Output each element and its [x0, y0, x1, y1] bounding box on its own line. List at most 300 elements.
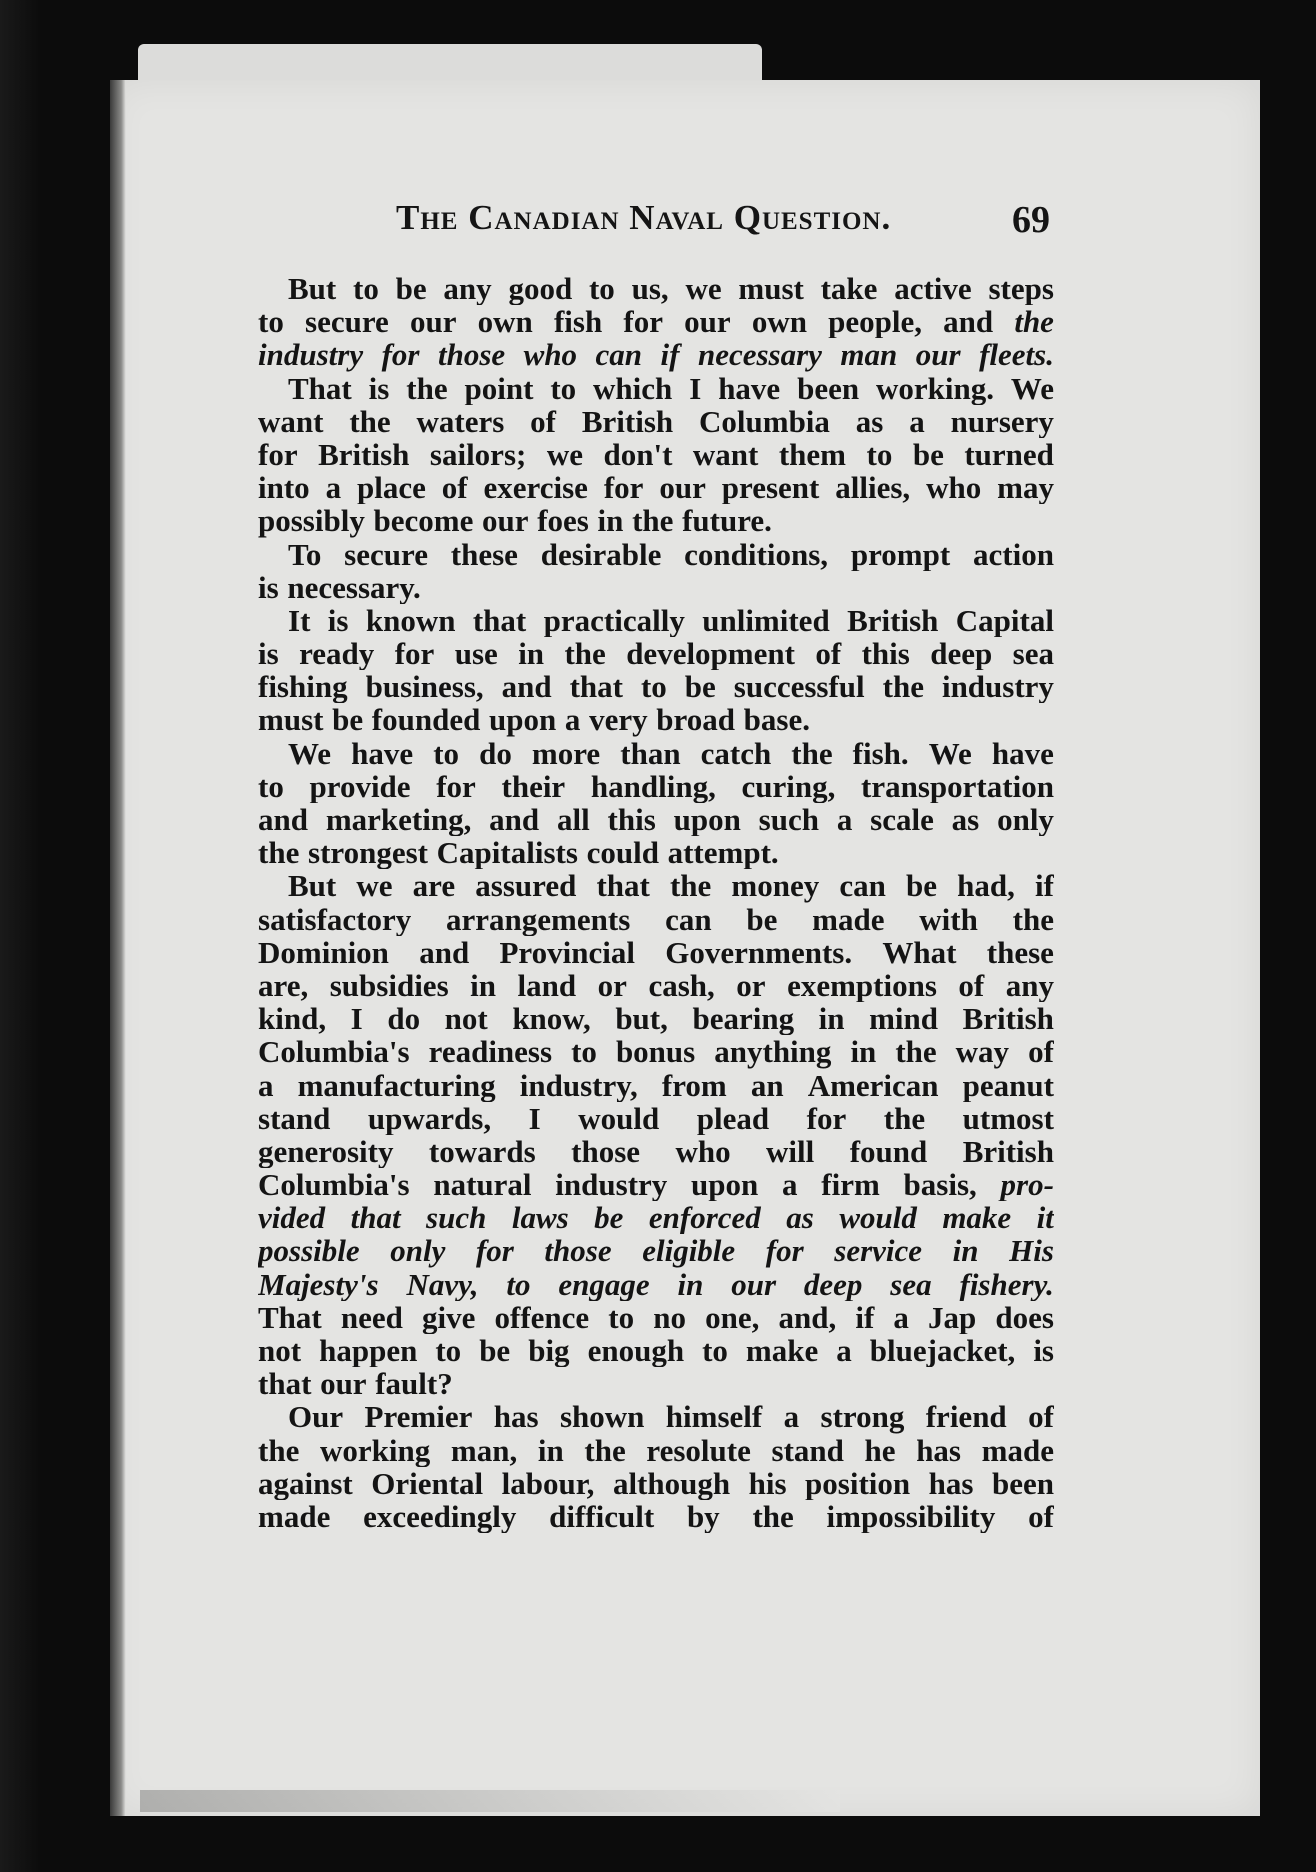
- word: than: [620, 736, 681, 770]
- text-line: [258, 438, 1054, 471]
- word: as: [855, 404, 884, 438]
- word: Oriental: [371, 1466, 484, 1500]
- word: would: [839, 1201, 917, 1235]
- word: good: [508, 272, 573, 306]
- word: these: [986, 935, 1054, 969]
- text-line: [258, 1367, 1054, 1400]
- word: future.: [682, 504, 772, 538]
- word: which: [593, 371, 673, 405]
- word: us,: [631, 272, 669, 306]
- word: business,: [365, 670, 484, 704]
- word: we: [356, 869, 393, 903]
- text-line: [258, 1467, 1054, 1500]
- word: a: [836, 1334, 852, 1368]
- word: need: [340, 1300, 403, 1334]
- text-line: [258, 471, 1054, 504]
- word: I: [689, 371, 702, 405]
- word: mind: [869, 1002, 939, 1036]
- word: such: [426, 1201, 487, 1235]
- word: or: [736, 968, 766, 1003]
- word: readiness: [428, 1035, 553, 1069]
- word: them: [778, 437, 847, 472]
- word: that: [472, 603, 527, 638]
- word: What: [882, 935, 957, 969]
- word: active: [894, 272, 972, 306]
- word: or: [597, 968, 627, 1003]
- word: in: [470, 968, 497, 1003]
- text-line: [258, 538, 1054, 571]
- word: those: [571, 1134, 641, 1169]
- word: are,: [258, 968, 309, 1003]
- word: assured: [475, 869, 577, 903]
- scan-background: [0, 0, 40, 1872]
- word: if: [1034, 869, 1054, 903]
- word: had,: [957, 869, 1015, 903]
- word: own: [751, 305, 807, 339]
- word: possible: [258, 1234, 360, 1268]
- word: handling,: [590, 769, 716, 803]
- word: the: [669, 869, 712, 903]
- word: basis,: [903, 1168, 977, 1202]
- word: our: [731, 1267, 777, 1301]
- word: is: [258, 570, 279, 604]
- word: the: [1014, 305, 1054, 339]
- word: curing,: [741, 769, 836, 803]
- word: industry: [555, 1168, 668, 1202]
- word: does: [995, 1300, 1054, 1334]
- word: difficult: [549, 1499, 655, 1534]
- word: Governments.: [665, 935, 853, 969]
- text-line: [258, 1201, 1054, 1234]
- word: His: [1009, 1234, 1054, 1268]
- word: our: [684, 305, 731, 339]
- word: the: [406, 371, 448, 405]
- body-text: [258, 272, 1054, 1533]
- word: man,: [450, 1433, 518, 1467]
- word: laws: [511, 1201, 569, 1235]
- word: be: [906, 869, 937, 903]
- word: do: [387, 1002, 421, 1036]
- word: Provincial: [499, 935, 635, 969]
- page-binding-edge: [110, 80, 126, 1816]
- word: of: [815, 637, 842, 671]
- word: not: [444, 1002, 488, 1036]
- word: it: [1036, 1201, 1054, 1235]
- word: for: [603, 471, 644, 505]
- word: no: [653, 1300, 686, 1334]
- word: the: [258, 836, 300, 870]
- word: want: [692, 437, 759, 472]
- word: we: [685, 272, 722, 306]
- word: to: [866, 437, 893, 472]
- text-line: [258, 770, 1054, 803]
- text-line: [258, 803, 1054, 836]
- word: for: [436, 769, 476, 803]
- word: Our: [288, 1400, 344, 1434]
- word: be: [684, 670, 716, 704]
- word: bonus: [615, 1035, 696, 1069]
- word: this: [861, 637, 910, 671]
- word: has: [493, 1400, 539, 1434]
- word: of: [441, 471, 468, 505]
- word: for: [623, 305, 663, 339]
- word: for: [381, 338, 420, 372]
- word: one,: [705, 1300, 760, 1334]
- word: marketing,: [325, 803, 472, 837]
- word: Capital: [955, 603, 1054, 638]
- word: and: [258, 803, 308, 837]
- word: peanut: [962, 1068, 1054, 1102]
- word: make: [942, 1201, 1012, 1235]
- word: may: [997, 471, 1054, 505]
- word: foes: [537, 504, 589, 538]
- word: money: [731, 869, 820, 903]
- word: we: [546, 437, 583, 472]
- word: impossibility: [826, 1499, 996, 1534]
- word: British: [847, 603, 939, 638]
- word: happen: [319, 1334, 418, 1368]
- word: engage: [558, 1267, 650, 1301]
- word: Premier: [364, 1400, 473, 1434]
- word: the: [584, 1433, 626, 1467]
- text-line: [258, 1102, 1054, 1135]
- word: although: [612, 1466, 731, 1500]
- word: towards: [428, 1134, 536, 1169]
- word: has: [916, 1433, 961, 1467]
- word: stand: [258, 1101, 331, 1135]
- word: own: [477, 305, 533, 339]
- word: is: [368, 371, 390, 405]
- word: upwards,: [367, 1101, 492, 1135]
- word: Columbia's: [258, 1035, 410, 1069]
- word: can: [839, 869, 886, 903]
- word: Jap: [928, 1300, 977, 1334]
- word: could: [586, 836, 659, 870]
- word: present: [721, 471, 820, 505]
- word: We: [928, 736, 972, 770]
- word: point: [464, 371, 534, 405]
- word: man: [840, 338, 898, 372]
- word: the: [895, 1035, 937, 1069]
- word: he: [864, 1433, 896, 1467]
- word: founded: [371, 703, 481, 737]
- word: Navy,: [406, 1267, 479, 1301]
- word: for: [258, 437, 298, 472]
- word: our: [482, 504, 529, 538]
- word: working.: [876, 371, 994, 405]
- word: upon: [489, 703, 557, 737]
- word: British: [581, 404, 674, 438]
- word: are: [412, 869, 456, 903]
- text-line: [258, 869, 1054, 902]
- text-line: [258, 1500, 1054, 1533]
- text-line: [258, 1334, 1054, 1367]
- word: want: [258, 404, 324, 438]
- word: any: [443, 272, 492, 306]
- word: allies,: [835, 471, 911, 505]
- text-line: [258, 1434, 1054, 1467]
- word: in: [677, 1267, 704, 1301]
- word: but,: [615, 1002, 668, 1036]
- word: exemptions: [787, 968, 937, 1003]
- word: But: [288, 272, 337, 306]
- text-line: [258, 1268, 1054, 1301]
- word: in: [537, 1433, 564, 1467]
- word: possibly: [258, 504, 365, 538]
- word: bearing: [692, 1002, 795, 1036]
- word: our: [915, 338, 961, 372]
- word: that: [350, 1201, 401, 1235]
- word: his: [748, 1466, 787, 1500]
- text-line: [258, 604, 1054, 637]
- word: found: [849, 1134, 928, 1169]
- word: ready: [299, 637, 375, 671]
- word: for: [394, 637, 435, 671]
- word: the: [791, 736, 833, 770]
- word: To: [288, 537, 322, 571]
- word: Majesty's: [258, 1267, 379, 1301]
- text-line: [258, 405, 1054, 438]
- word: stand: [771, 1433, 844, 1467]
- running-title: The Canadian Naval Question.: [396, 198, 892, 237]
- word: a: [325, 471, 342, 505]
- word: natural: [433, 1168, 532, 1202]
- word: a: [258, 1068, 274, 1102]
- word: made: [981, 1433, 1054, 1467]
- text-line: [258, 836, 1054, 869]
- word: industry,: [519, 1068, 638, 1102]
- page-header: [258, 198, 1054, 248]
- word: turned: [964, 437, 1054, 472]
- word: known: [365, 603, 456, 638]
- page-number: 69: [1012, 199, 1050, 241]
- word: been: [797, 371, 860, 405]
- word: generosity: [258, 1134, 394, 1169]
- word: to: [640, 670, 667, 704]
- word: secure: [305, 305, 389, 339]
- word: British: [962, 1002, 1054, 1036]
- word: eligible: [642, 1234, 736, 1268]
- word: more: [531, 736, 601, 770]
- word: any: [1005, 968, 1054, 1003]
- word: fleets.: [979, 338, 1054, 372]
- text-line: [258, 703, 1054, 736]
- word: land: [517, 968, 577, 1003]
- word: secure: [344, 537, 428, 571]
- word: that: [569, 670, 623, 704]
- word: those: [437, 338, 506, 372]
- word: who: [675, 1134, 731, 1169]
- word: who: [523, 338, 578, 372]
- word: who: [926, 471, 982, 505]
- word: such: [758, 803, 819, 837]
- word: utmost: [962, 1101, 1054, 1135]
- word: and: [489, 803, 540, 837]
- word: British: [962, 1134, 1054, 1169]
- text-line: [258, 1301, 1054, 1334]
- word: would: [578, 1101, 660, 1135]
- word: been: [991, 1466, 1054, 1500]
- word: in: [518, 637, 545, 671]
- word: desirable: [540, 537, 662, 571]
- word: and,: [778, 1300, 837, 1334]
- word: sea: [1012, 637, 1054, 671]
- word: necessary: [697, 338, 822, 372]
- word: himself: [665, 1400, 763, 1434]
- word: to: [258, 305, 284, 339]
- word: be: [912, 437, 944, 472]
- word: to: [588, 272, 615, 306]
- word: plead: [696, 1101, 770, 1135]
- word: to: [433, 736, 460, 770]
- word: to: [258, 769, 284, 803]
- word: But: [288, 869, 337, 903]
- word: American: [807, 1068, 939, 1102]
- word: a: [893, 1300, 909, 1334]
- word: place: [357, 471, 426, 505]
- word: for: [765, 1234, 804, 1268]
- word: for: [806, 1101, 847, 1135]
- word: catch: [700, 736, 772, 770]
- word: attempt.: [667, 836, 779, 870]
- word: pro-: [1000, 1168, 1054, 1202]
- word: has: [928, 1466, 974, 1500]
- word: the: [752, 1499, 794, 1534]
- text-line: [258, 1234, 1054, 1267]
- word: that: [596, 869, 650, 903]
- word: fishery.: [959, 1267, 1054, 1301]
- text-line: [258, 1002, 1054, 1035]
- word: made: [258, 1499, 331, 1534]
- text-line: [258, 936, 1054, 969]
- scan-smudge: [140, 1790, 840, 1812]
- text-line: [258, 1035, 1054, 1068]
- word: to: [608, 1300, 635, 1334]
- word: development: [626, 637, 795, 671]
- word: know,: [512, 1002, 591, 1036]
- word: successful: [733, 670, 865, 704]
- word: arrangements: [446, 902, 631, 936]
- word: broad: [656, 703, 735, 737]
- word: to: [435, 1334, 462, 1368]
- word: is: [258, 637, 279, 671]
- word: nursery: [950, 404, 1054, 438]
- word: by: [686, 1499, 720, 1534]
- text-line: [258, 1069, 1054, 1102]
- word: the: [882, 670, 924, 704]
- word: all: [556, 803, 590, 837]
- word: use: [454, 637, 498, 671]
- word: steps: [988, 272, 1054, 306]
- word: manufacturing: [297, 1068, 496, 1102]
- word: way: [955, 1035, 1010, 1069]
- word: the: [564, 637, 606, 671]
- word: That: [288, 371, 352, 405]
- word: from: [661, 1068, 727, 1102]
- word: provide: [309, 769, 411, 803]
- word: service: [834, 1234, 923, 1268]
- word: the: [258, 1433, 300, 1467]
- word: our: [659, 471, 706, 505]
- word: friend: [925, 1400, 1007, 1434]
- word: be: [746, 902, 778, 936]
- word: make: [745, 1334, 819, 1368]
- word: a: [782, 1168, 798, 1202]
- word: to: [353, 272, 379, 306]
- word: the: [632, 504, 674, 538]
- word: if: [660, 338, 680, 372]
- word: the: [349, 404, 391, 438]
- word: offence: [494, 1300, 590, 1334]
- text-line: [258, 1400, 1054, 1433]
- word: action: [973, 537, 1054, 571]
- word: industry: [941, 670, 1054, 704]
- word: firm: [821, 1168, 880, 1202]
- word: base.: [743, 703, 810, 737]
- word: position: [805, 1466, 911, 1500]
- word: of: [530, 404, 556, 438]
- word: practically: [543, 603, 685, 638]
- text-line: [258, 969, 1054, 1002]
- word: into: [258, 471, 310, 505]
- word: against: [258, 1466, 353, 1500]
- word: take: [820, 272, 878, 306]
- word: subsidies: [329, 968, 449, 1003]
- word: prompt: [850, 537, 951, 571]
- word: Capitalists: [436, 836, 578, 870]
- word: in: [818, 1002, 845, 1036]
- word: only: [390, 1234, 446, 1268]
- word: those: [544, 1234, 612, 1268]
- word: our: [320, 1367, 367, 1401]
- word: It: [288, 603, 311, 638]
- word: as: [786, 1201, 814, 1235]
- word: enough: [587, 1334, 685, 1368]
- word: a: [783, 1400, 800, 1434]
- word: transportation: [861, 769, 1054, 803]
- word: Columbia: [699, 404, 830, 438]
- text-line: [258, 272, 1054, 305]
- word: waters: [416, 404, 505, 438]
- word: our: [409, 305, 457, 339]
- word: very: [589, 703, 648, 737]
- word: a: [836, 803, 853, 837]
- word: conditions,: [684, 537, 829, 571]
- word: to: [571, 1035, 597, 1069]
- word: sailors;: [429, 437, 527, 472]
- text-line: [258, 903, 1054, 936]
- text-line: [258, 1135, 1054, 1168]
- text-line: [258, 637, 1054, 670]
- word: must: [738, 272, 804, 306]
- word: can: [595, 338, 643, 372]
- word: a: [564, 703, 581, 737]
- word: cash,: [648, 968, 715, 1003]
- word: fish.: [852, 736, 909, 770]
- word: can: [665, 902, 712, 936]
- word: with: [919, 902, 978, 936]
- word: fish: [553, 305, 603, 339]
- word: their: [501, 769, 566, 803]
- word: made: [812, 902, 885, 936]
- word: I: [350, 1002, 363, 1036]
- word: to: [702, 1334, 728, 1368]
- word: have: [991, 736, 1054, 770]
- word: must: [258, 703, 324, 737]
- word: labour,: [501, 1466, 595, 1500]
- text-line: [258, 372, 1054, 405]
- word: have: [351, 736, 414, 770]
